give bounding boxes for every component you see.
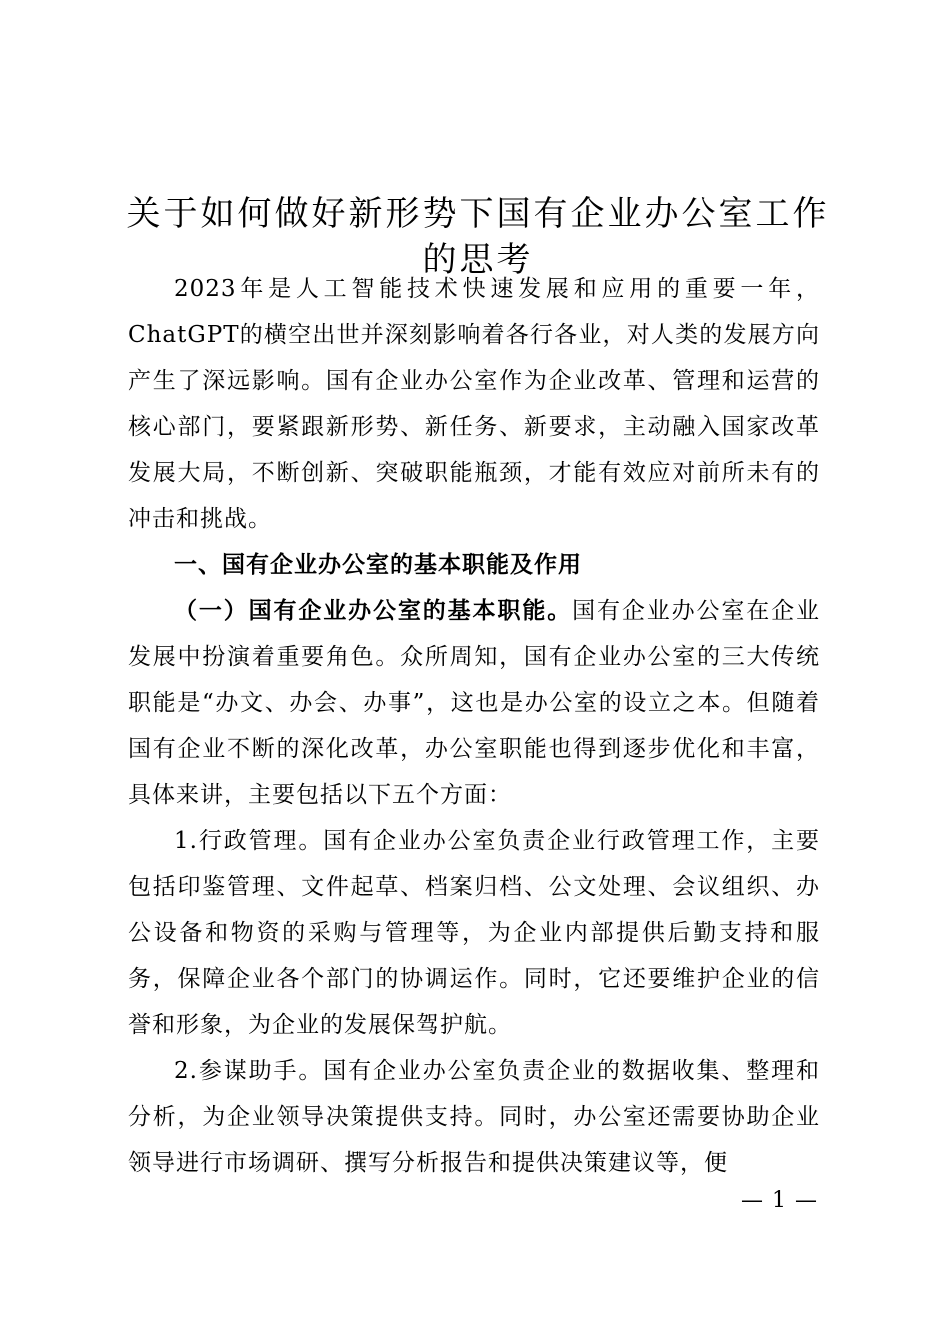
subsection-heading-1: （一）国有企业办公室的基本职能。 [174,597,573,624]
paragraph-basic-functions-text: 国有企业办公室在企业发展中扮演着重要角色。众所周知，国有企业办公室的三大传统职能是“办文、办会、办事”，这也是办公室的设立之本。但随着国有企业不断的深化改革，办公室职能也得到逐步优化和丰富，具体来讲，主要包括以下五个方面： [128,598,821,808]
paragraph-basic-functions [128,588,820,818]
paragraph-advisory-assistant: 2.参谋助手。国有企业办公室负责企业的数据收集、整理和分析，为企业领导决策提供支持。同时，办公室还需要协助企业领导进行市场调研、撰写分析报告和提供决策建议等，便 [128,1058,820,1176]
document-body [128,266,820,1186]
paragraph-admin-management: 1.行政管理。国有企业办公室负责企业行政管理工作，主要包括印鉴管理、文件起草、档案归档、公文处理、会议组织、办公设备和物资的采购与管理等，为企业内部提供后勤支持和服务，保障企业各个部门的协调运作。同时，它还要维护企业的信誉和形象，为企业的发展保驾护航。 [128,828,820,1038]
paragraph-intro: 2023年是人工智能技术快速发展和应用的重要一年，ChatGPT的横空出世并深刻影响着各行各业，对人类的发展方向产生了深远影响。国有企业办公室作为企业改革、管理和运营的核心部门，要紧跟新形势、新任务、新要求，主动融入国家改革发展大局，不断创新、突破职能瓶颈，才能有效应对前所未有的冲击和挑战。 [128,276,820,532]
page-number: — 1 — [741,1188,818,1213]
document-title: 关于如何做好新形势下国有企业办公室工作的思考 [126,193,830,280]
section-heading-1: 一、国有企业办公室的基本职能及作用 [174,552,582,578]
